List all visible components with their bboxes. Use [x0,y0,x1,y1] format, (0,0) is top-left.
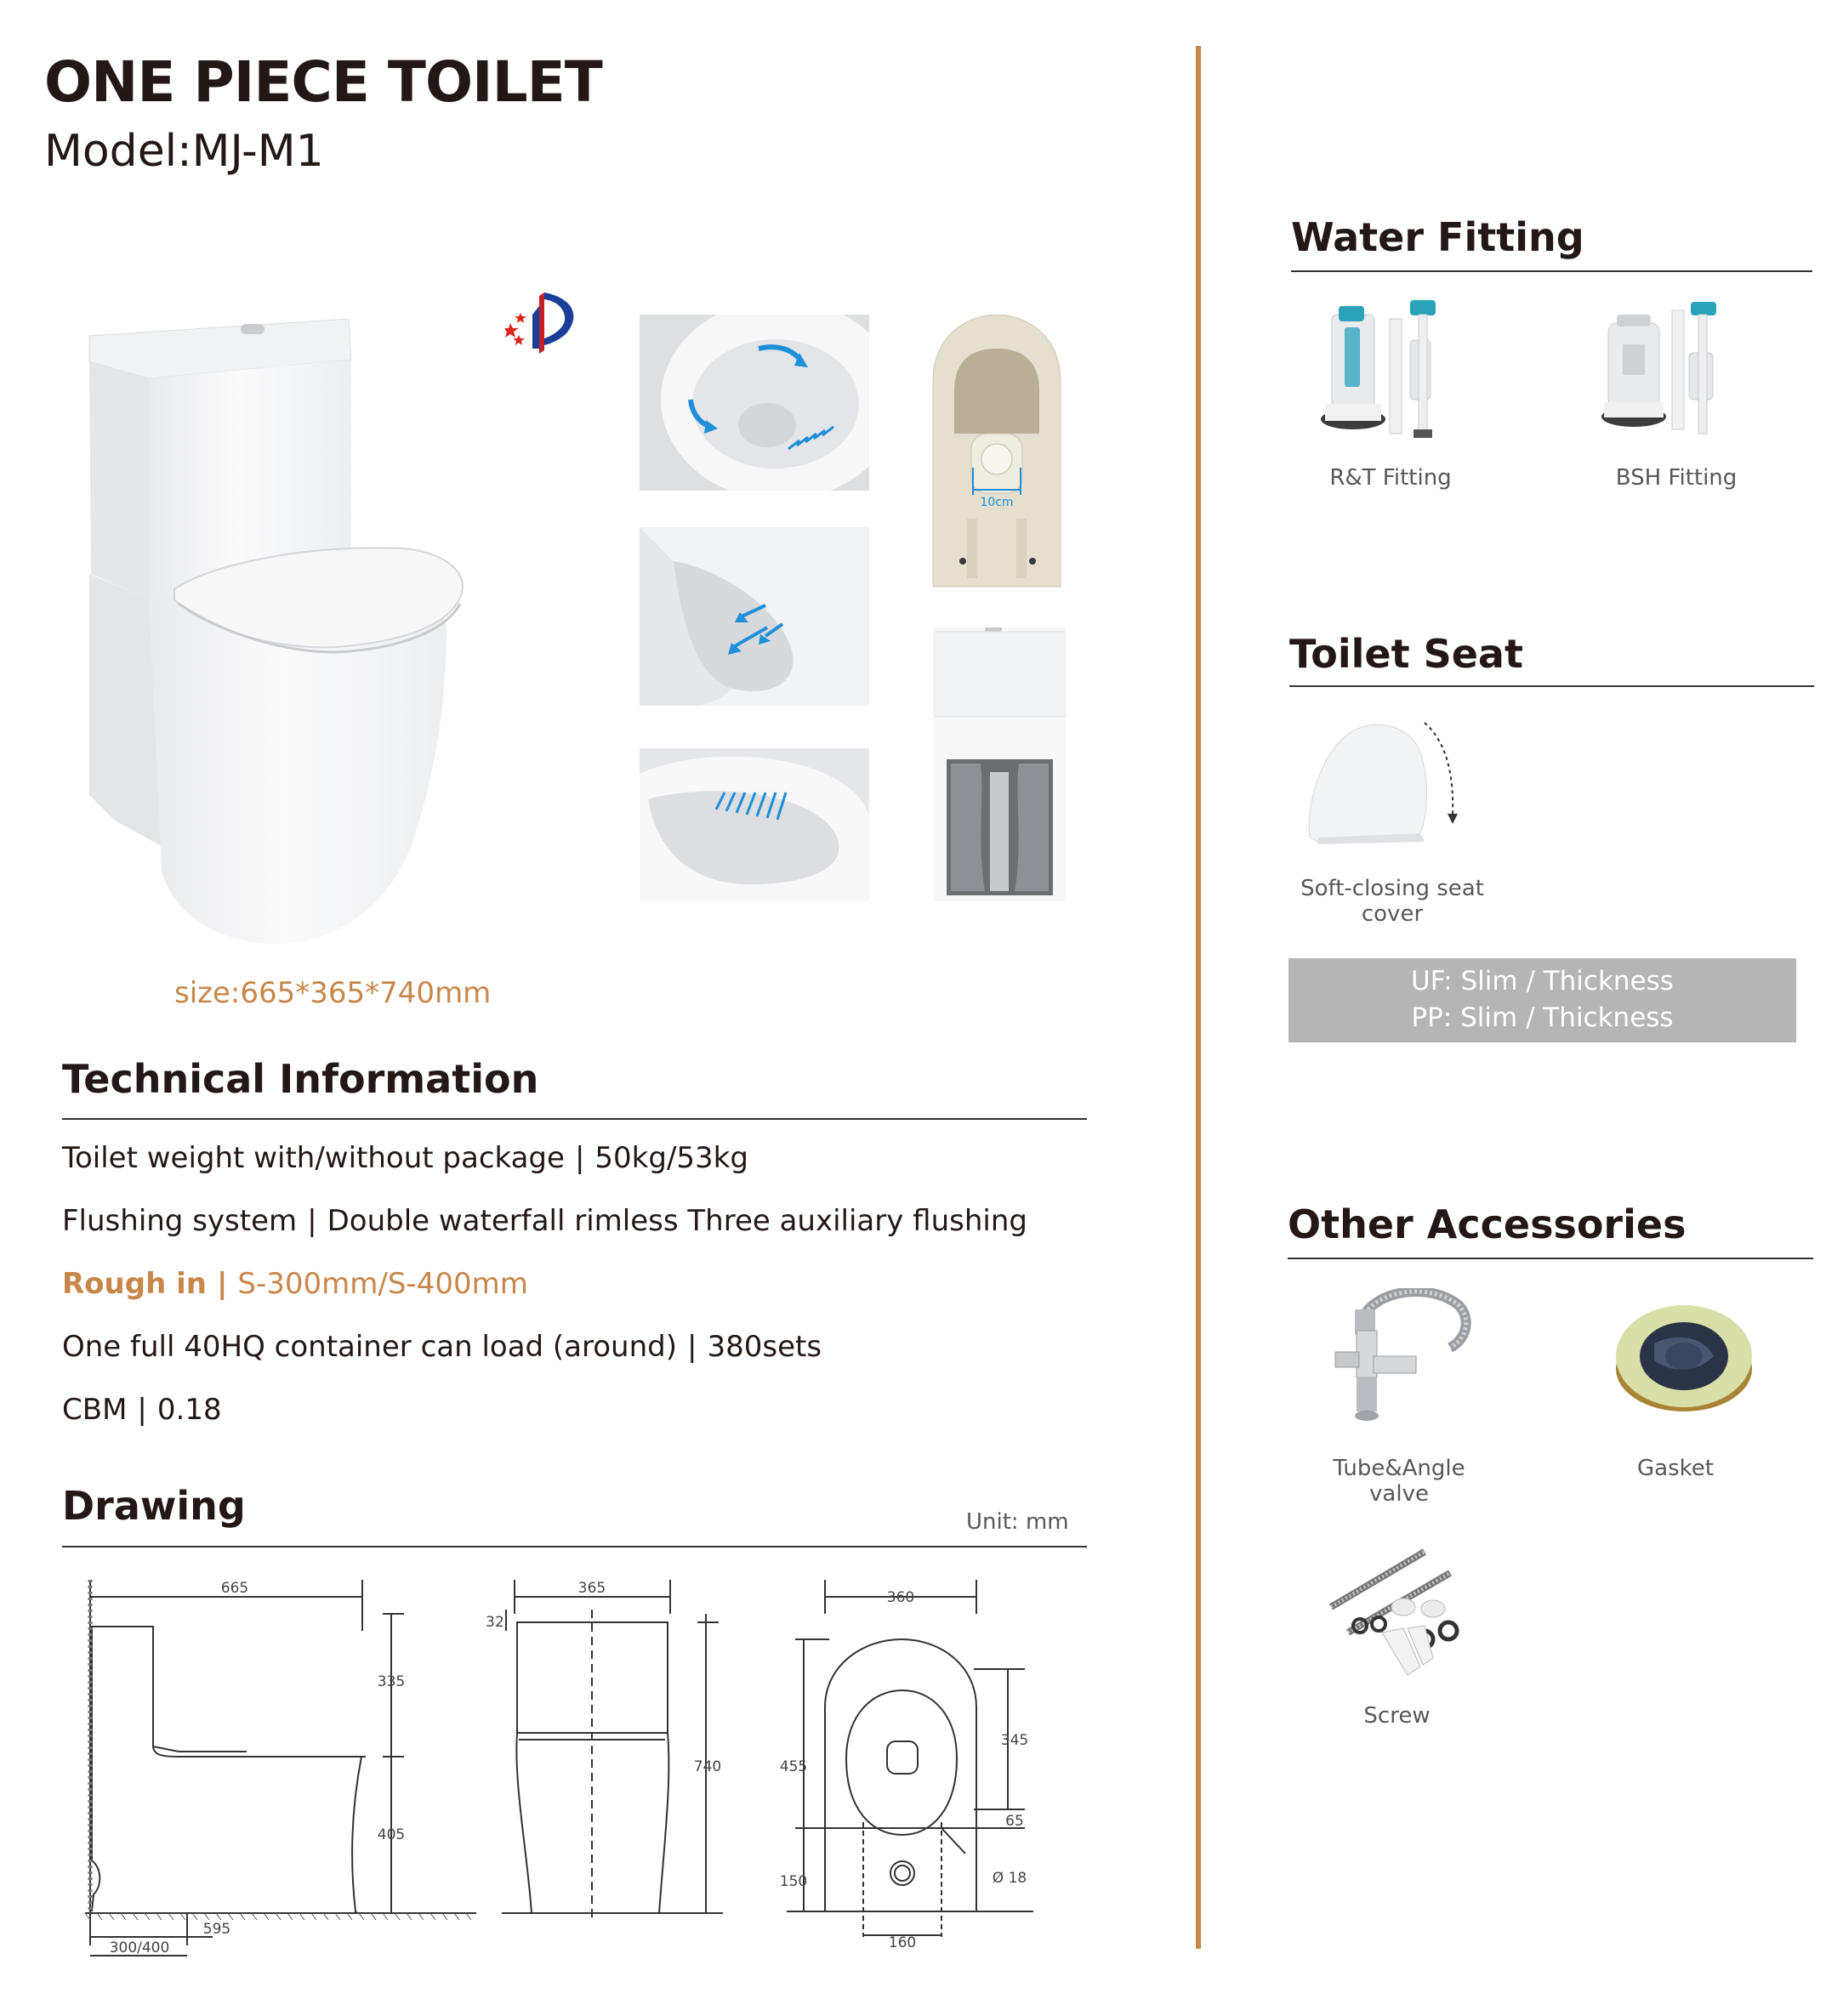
tech-key: Flushing system [62,1204,298,1238]
dim-tank-height: 335 [377,1673,406,1690]
screw-label: Screw [1363,1703,1431,1729]
dim-lid: 32 [486,1614,504,1631]
tech-row-container [62,1330,822,1364]
tech-sep: | [574,1141,585,1175]
tech-value: S-300mm/S-400mm [237,1267,528,1301]
dim-bowl-height: 405 [377,1826,406,1843]
product-size: size:665*365*740mm [174,976,492,1010]
column-divider [1196,46,1201,1949]
tech-value: 50kg/53kg [594,1141,748,1175]
tube-angle-valve-image [1331,1288,1484,1441]
dim-total-height: 740 [693,1758,722,1775]
dim-offset: 65 [1005,1813,1024,1830]
dim-outlet-offset: 150 [779,1873,808,1890]
drawing-unit: Unit: mm [966,1509,1069,1535]
bsh-fitting-image [1596,293,1757,451]
tech-value: Double waterfall rimless Three auxiliary flushing [327,1204,1027,1238]
tech-value: 380sets [707,1330,822,1364]
tech-row-flushing [62,1204,1027,1238]
bsh-fitting-label: BSH Fitting [1615,465,1738,491]
tech-sep: | [216,1267,228,1301]
seat-spec-box [1288,958,1796,1042]
dim-width: 365 [577,1580,606,1597]
tech-row-weight [62,1141,748,1175]
front-view-drawing [485,1580,740,1928]
screw-image [1323,1547,1476,1692]
dim-length: 665 [220,1580,249,1597]
tech-row-rough-in [62,1267,528,1301]
toilet-seat-divider [1289,685,1814,687]
tech-key: CBM [62,1393,128,1427]
tech-row-cbm [62,1393,222,1427]
tech-key: One full 40HQ container can load (around) [62,1330,677,1364]
flush-detail-image-3 [640,748,869,901]
gasket-image [1612,1297,1756,1416]
flush-detail-image-2 [640,527,869,706]
water-fitting-divider [1291,270,1812,272]
seat-cover-label: Soft-closing seat cover [1300,876,1484,927]
tube-angle-valve-label: Tube&Angle valve [1333,1456,1465,1507]
tech-key: Rough in [62,1267,207,1301]
seat-spec-line-1: UF: Slim / Thickness [1411,966,1674,997]
dim-bowl-depth: 345 [1000,1732,1029,1749]
water-fitting-heading: Water Fitting [1291,214,1584,260]
drawing-heading: Drawing [62,1483,246,1529]
flush-detail-image-1 [640,315,869,491]
seat-cover-image [1301,718,1471,846]
rt-fitting-image [1315,293,1476,451]
tech-sep: | [137,1393,147,1427]
model-number: Model:MJ-M1 [44,126,324,177]
technical-heading: Technical Information [62,1056,539,1102]
dim-base: 595 [202,1921,231,1938]
toilet-main-image [81,319,557,948]
tech-key: Toilet weight with/without package [62,1141,565,1175]
gasket-label: Gasket [1637,1456,1714,1481]
bottom-view-image [929,315,1065,591]
tech-sep: | [687,1330,697,1364]
tech-value: 0.18 [156,1393,222,1427]
seat-spec-line-2: PP: Slim / Thickness [1411,1002,1674,1033]
accessories-divider [1288,1258,1813,1259]
cross-section-image [934,628,1066,901]
dim-depth: 455 [779,1758,808,1775]
outlet-width-label: 10cm [980,496,1014,509]
top-view-drawing [778,1580,1093,1962]
dim-top-width: 360 [886,1589,915,1606]
dim-hole-spacing: 160 [888,1934,917,1951]
toilet-seat-heading: Toilet Seat [1289,631,1523,677]
accessories-heading: Other Accessories [1288,1201,1687,1247]
drawing-divider [62,1546,1087,1547]
tech-sep: | [307,1204,317,1238]
dim-hole: Ø 18 [992,1870,1027,1887]
side-view-drawing [68,1580,510,1979]
page-title: ONE PIECE TOILET [44,49,602,115]
dim-rough-in: 300/400 [109,1939,170,1956]
rt-fitting-label: R&T Fitting [1329,465,1452,491]
technical-divider [62,1118,1087,1120]
